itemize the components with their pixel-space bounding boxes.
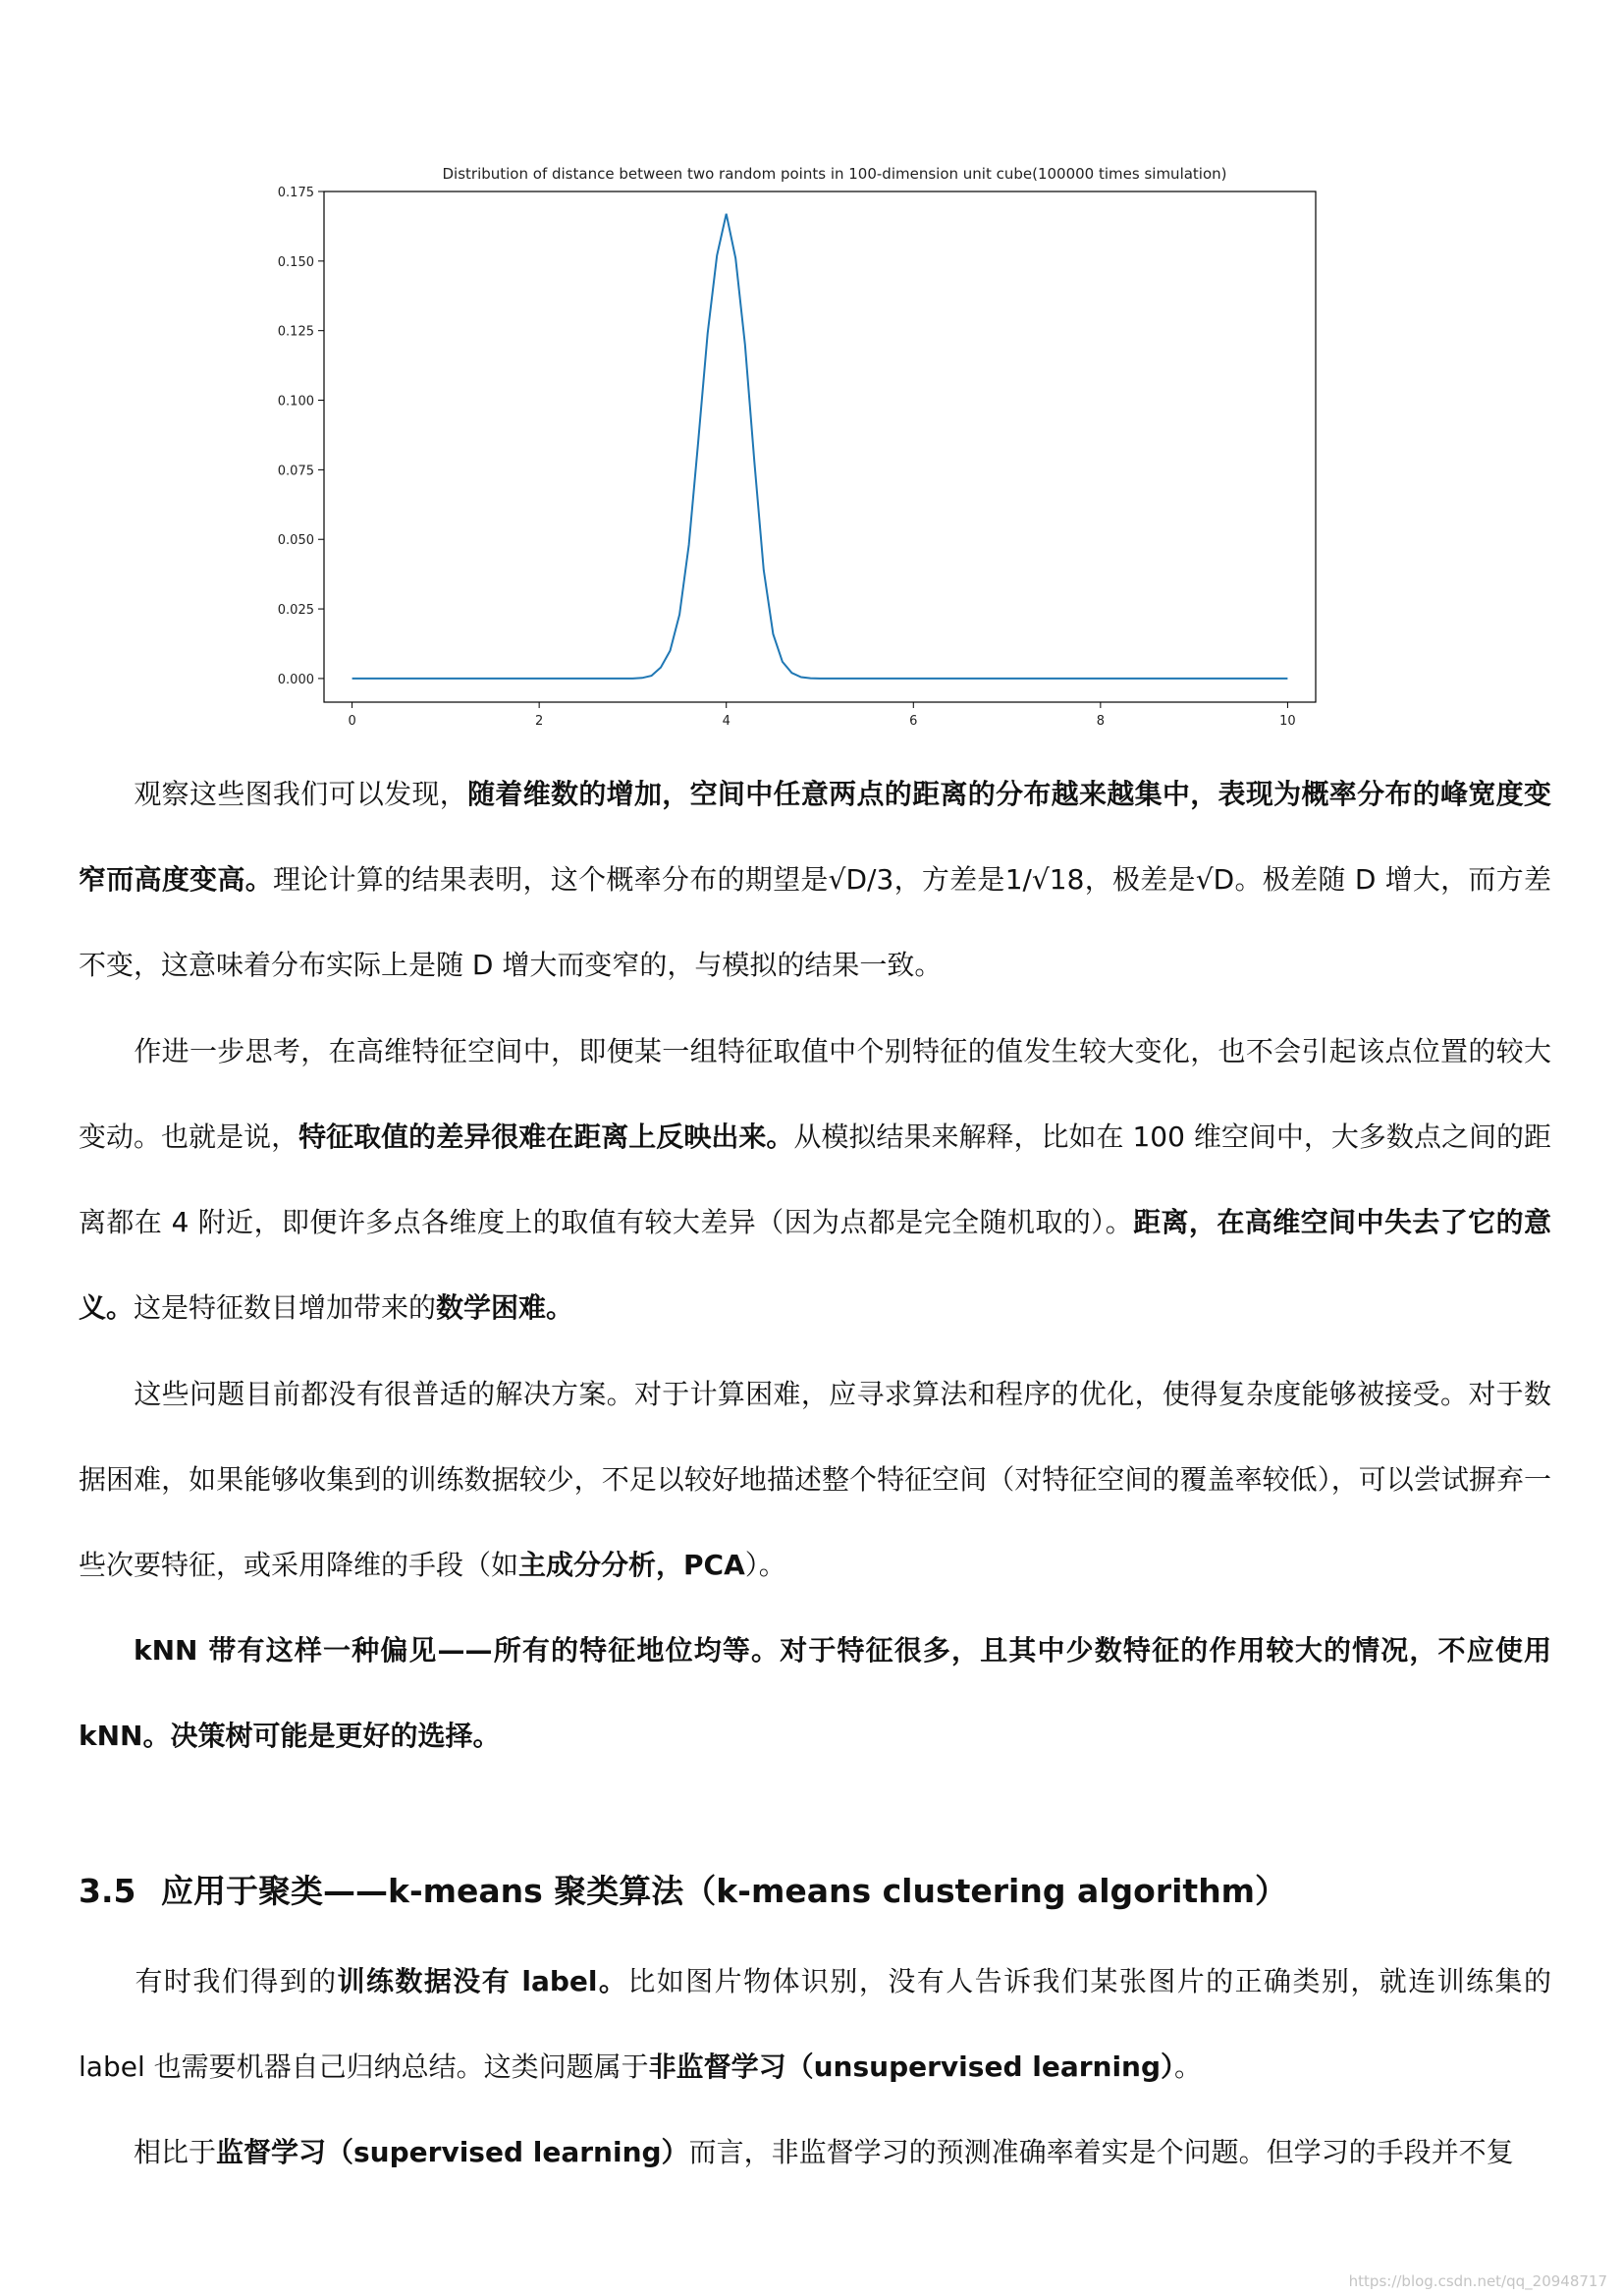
bold-run: 监督学习（supervised learning） bbox=[216, 2136, 689, 2168]
plot-frame bbox=[324, 191, 1316, 702]
x-tick-label: 8 bbox=[1096, 714, 1105, 727]
paragraph-unlabeled-data bbox=[79, 1939, 1551, 2109]
chart-title: Distribution of distance between two random points in 100-dimension unit cube(100000 times simulation) bbox=[442, 165, 1227, 183]
watermark: https://blog.csdn.net/qq_20948717 bbox=[1348, 2272, 1607, 2290]
text-run: 观察这些图我们可以发现， bbox=[134, 778, 468, 810]
bold-run: 随着维数的增加，空间中任意两点的距离的分布越来越集中，表现为概率分布的峰宽度变窄而高度变高。 bbox=[79, 778, 1551, 896]
text-run: 从模拟结果来解释，比如在 100 维空间中，大多数点之间的距离都在 4 附近，即便许多点各维度上的取值有较大差异（因为点都是完全随机取的）。 bbox=[79, 1121, 1551, 1238]
text-run: 这些问题目前都没有很普适的解决方案。对于计算困难，应寻求算法和程序的优化，使得复杂度能够被接受。对于数据困难，如果能够收集到的训练数据较少，不足以较好地描述整个特征空间（对特征空间的覆盖率较低），可以尝试摒弃一些次要特征，或采用降维的手段（如 bbox=[79, 1378, 1551, 1581]
x-tick-label: 2 bbox=[535, 714, 544, 727]
y-tick-label: 0.050 bbox=[277, 533, 314, 549]
y-tick-label: 0.025 bbox=[277, 603, 314, 619]
text-run: 理论计算的结果表明，这个概率分布的期望是√D/3，方差是1/√18，极差是√D。极差随 D 增大，而方差不变，这意味着分布实际上是随 D 增大而变窄的，与模拟的结果一致。 bbox=[79, 863, 1551, 981]
section-number: 3.5 bbox=[79, 1872, 136, 1910]
paragraph-observation bbox=[79, 751, 1551, 1008]
bold-run: 主成分分析，PCA bbox=[518, 1549, 745, 1581]
text-run: 有时我们得到的 bbox=[134, 1965, 338, 1997]
text-run: 比如图片物体识别，没有人告诉我们某张图片的正确类别，就连训练集的 label 也需要机器自己归纳总结。这类问题属于 bbox=[79, 1965, 1551, 2083]
section-heading bbox=[79, 1866, 1287, 1912]
text-run: 而言，非监督学习的预测准确率着实是个问题。但学习的手段并不复 bbox=[688, 2136, 1514, 2168]
y-tick-label: 0.100 bbox=[277, 394, 314, 410]
x-tick-label: 10 bbox=[1279, 714, 1296, 727]
paragraph-solutions bbox=[79, 1351, 1551, 1608]
y-tick-label: 0.075 bbox=[277, 464, 314, 479]
x-tick-label: 6 bbox=[909, 714, 918, 727]
text-run: 。 bbox=[1174, 2050, 1203, 2083]
bold-run: 距离，在高维空间中失去了它的意义。 bbox=[79, 1206, 1551, 1324]
paragraph-further-thinking bbox=[79, 1009, 1551, 1350]
distance-distribution-chart bbox=[255, 157, 1355, 727]
bold-run: 训练数据没有 label。 bbox=[337, 1965, 628, 1997]
y-tick-label: 0.000 bbox=[277, 672, 314, 687]
text-run: 作进一步思考，在高维特征空间中，即便某一组特征取值中个别特征的值发生较大变化，也不会引起该点位置的较大变动。也就是说， bbox=[79, 1035, 1551, 1153]
x-tick-label: 4 bbox=[722, 714, 730, 727]
y-tick-label: 0.175 bbox=[277, 186, 314, 200]
bold-run: 特征取值的差异很难在距离上反映出来。 bbox=[298, 1121, 794, 1153]
section-title: 应用于聚类——k-means 聚类算法（k-means clustering algorithm） bbox=[161, 1872, 1288, 1910]
paragraph-knn-bias bbox=[79, 1608, 1551, 1778]
x-tick-label: 0 bbox=[348, 714, 356, 727]
paragraph-supervised-comparison bbox=[79, 2109, 1551, 2195]
text-run: ）。 bbox=[744, 1549, 786, 1581]
series-line bbox=[352, 214, 1288, 679]
text-run: 这是特征数目增加带来的 bbox=[134, 1291, 437, 1324]
bold-run: kNN 带有这样一种偏见——所有的特征地位均等。对于特征很多，且其中少数特征的作用较大的情况，不应使用 kNN。决策树可能是更好的选择。 bbox=[79, 1634, 1551, 1752]
bold-run: 非监督学习（unsupervised learning） bbox=[648, 2050, 1175, 2083]
y-tick-label: 0.150 bbox=[277, 254, 314, 270]
text-run: 相比于 bbox=[134, 2136, 217, 2168]
y-tick-label: 0.125 bbox=[277, 324, 314, 340]
bold-run: 数学困难。 bbox=[436, 1291, 574, 1324]
